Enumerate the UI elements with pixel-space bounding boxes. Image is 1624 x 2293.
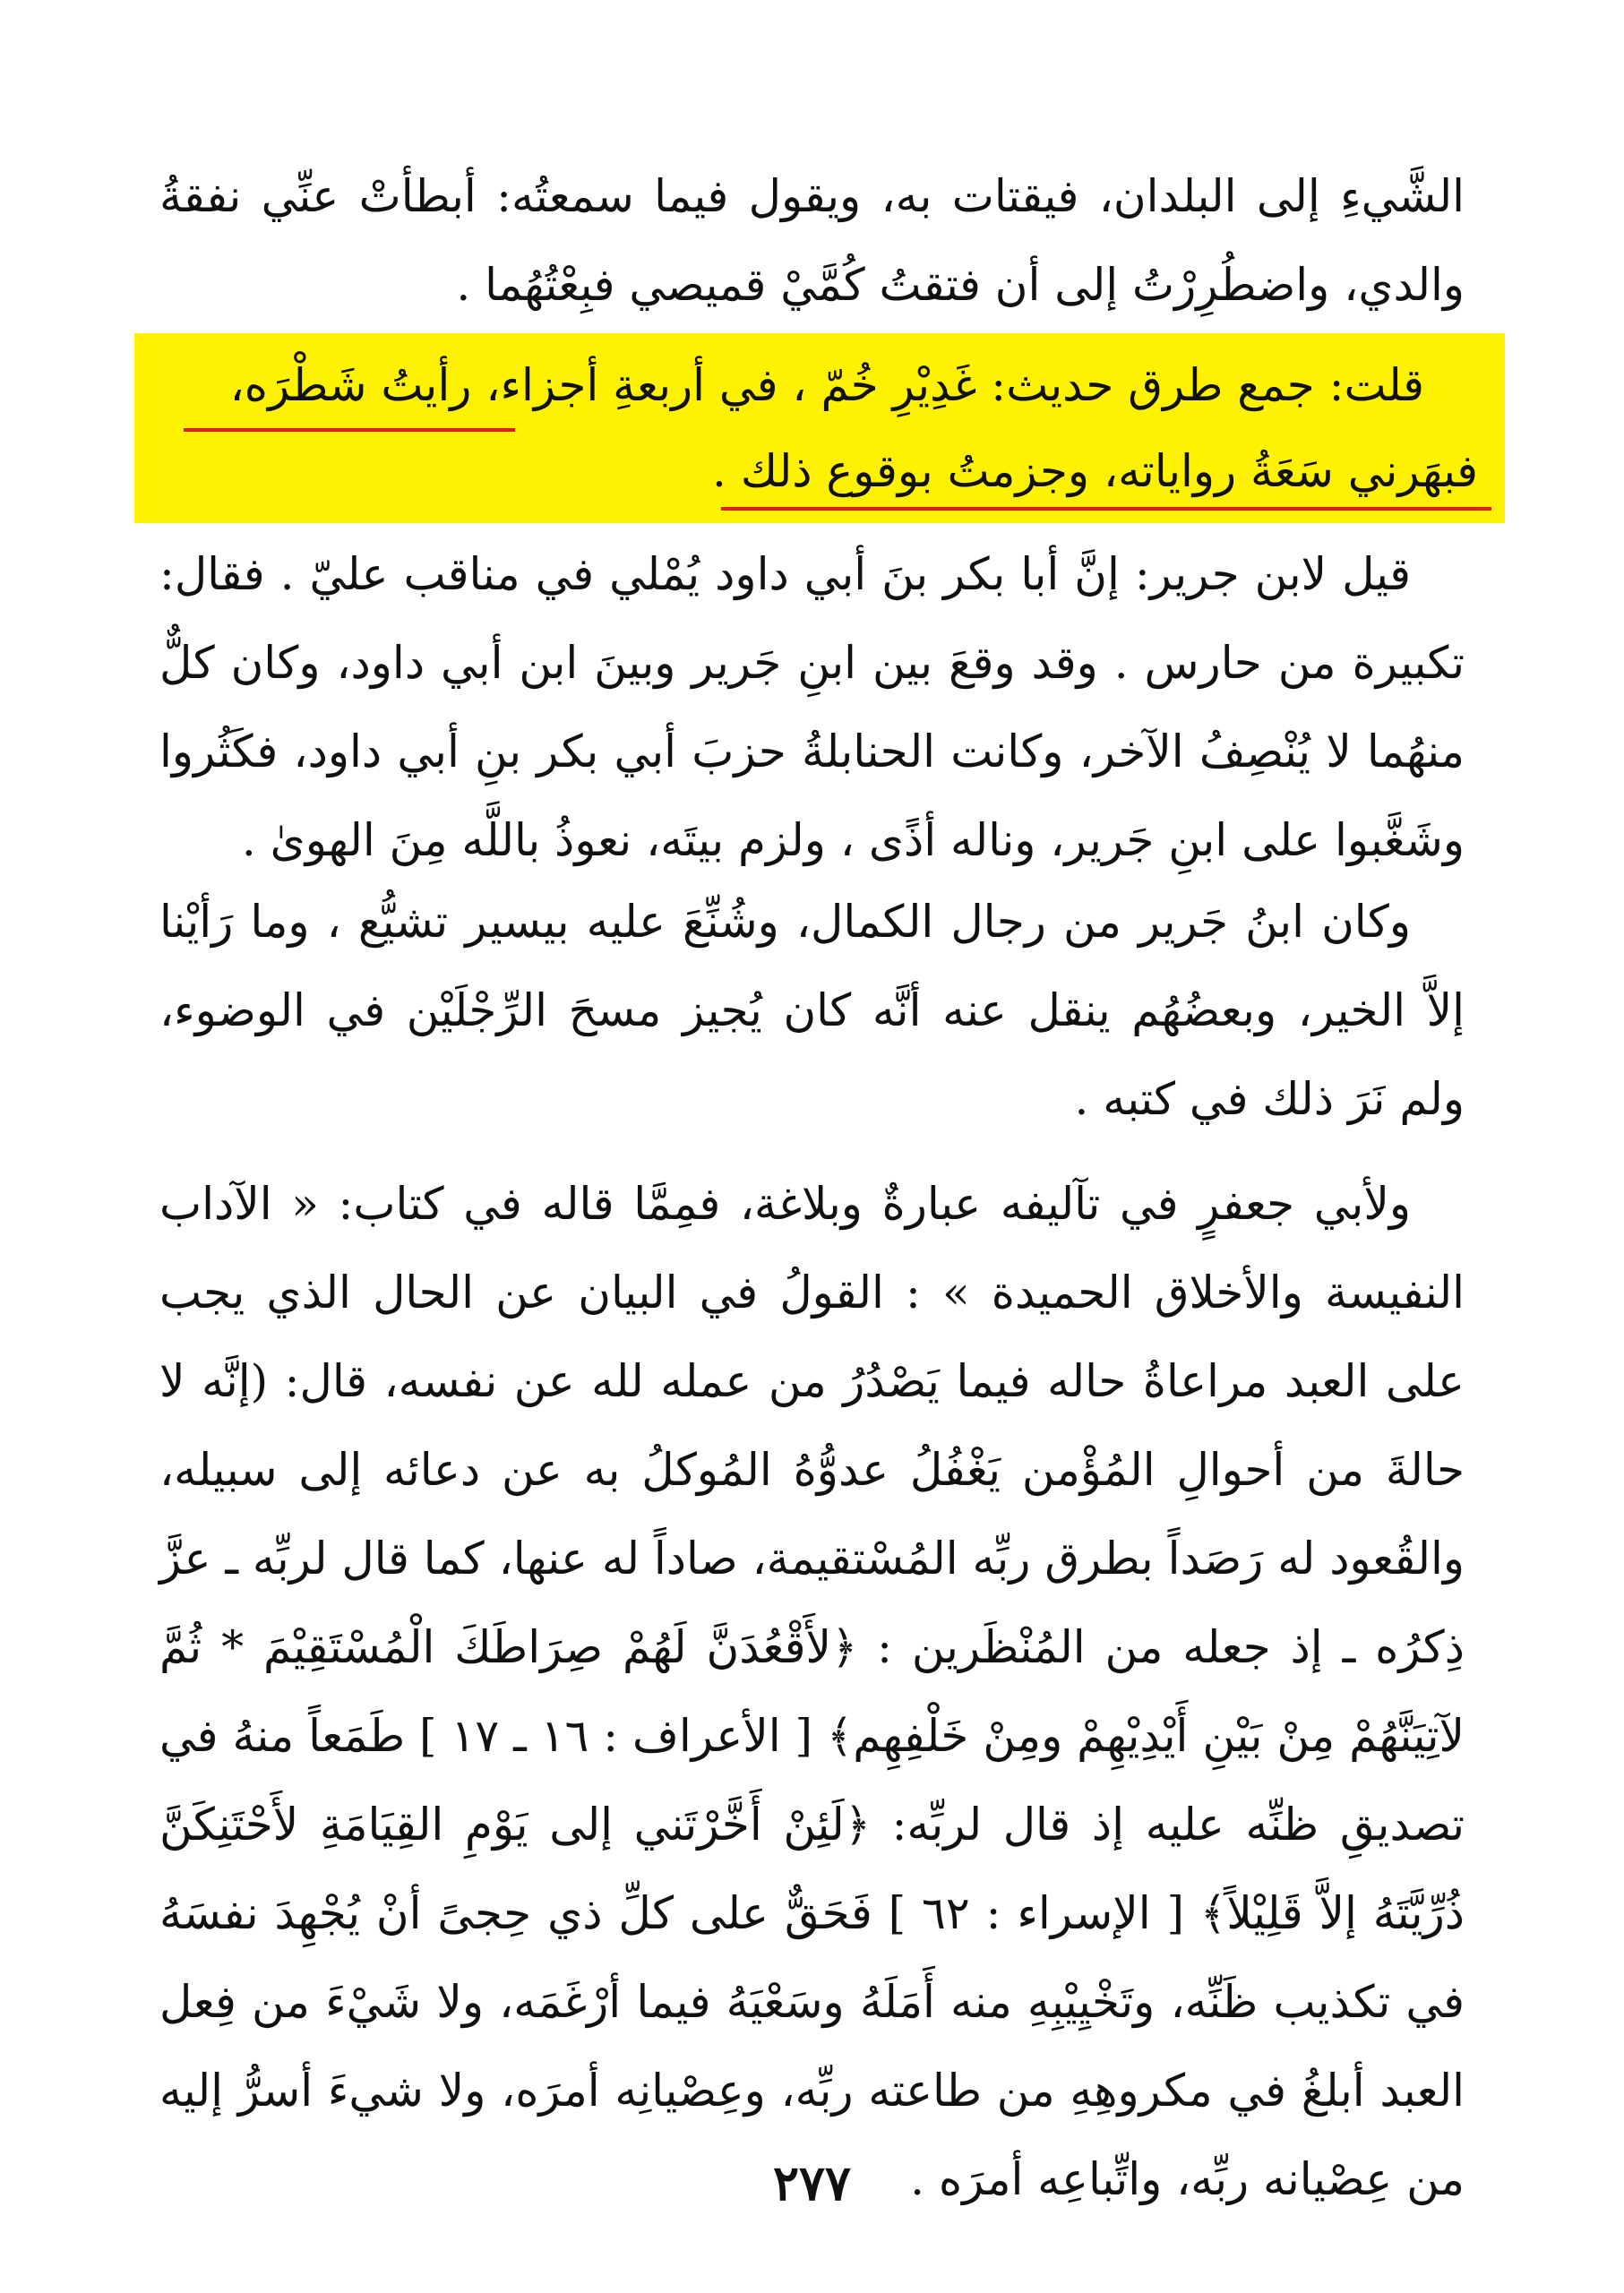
red-underline-2 [721, 507, 1491, 511]
highlight-line-1: قلت: جمع طرق حديث: غَدِيْرِ خُمّ ، في أربعةِ أجزاء، رأيتُ شَطْرَه، [229, 359, 1424, 411]
paragraph-kamal: وكان ابنُ جَرير من رجال الكمال، وشُنِّعَ عليه بيسير تشيُّع ، وما رَأيْنا إلاَّ الخير، وبعضُهُم ينقل عنه أنَّه كان يُجيز مسحَ الرِّجْلَيْن في الوضوء، ولم نَرَ ذلك في كتبه . [159, 896, 1465, 1125]
paragraph-continuation: الشَّيءِ إلى البلدان، فيقتات به، ويقول فيما سمعتُه: أبطأتْ عنِّي نفقةُ والدي، واضطُرِرْتُ إلى أن فتقتُ كُمَّيْ قميصي فبِعْتُهُما . [159, 170, 1465, 311]
paragraph-ibn-jarir: قيل لابن جرير: إنَّ أبا بكر بنَ أبي داود يُمْلي في مناقب عليّ . فقال: تكبيرة من حارس . وقد وقعَ بين ابنِ جَرير وبينَ ابن أبي داود، وكان كلٌّ منهُما لا يُنْصِفُ الآخر، وكانت الحنابلةُ حزبَ أبي بكر بنِ أبي داود، فكَثُروا وشَغَّبوا على ابنِ جَرير، وناله أذًى ، ولزم بيتَه، نعوذُ باللَّه مِنَ الهوىٰ . [159, 548, 1465, 866]
paragraph-adab: ولأبي جعفرٍ في تآليفه عبارةٌ وبلاغة، فمِمَّا قاله في كتاب: « الآداب النفيسة والأخلاق الحميدة » : القولُ في البيان عن الحال الذي يجب على العبد مراعاةُ حاله فيما يَصْدُرُ من عمله لله عن نفسه، قال: (إنَّه لا حالةَ من أحوالِ المُؤْمن يَغْفُلُ عدوُّهُ المُوكلُ به عن دعائه إلى سبيله، والقُعود له رَصَداً بطرق ربِّه المُسْتقيمة، صاداً له عنها، كما قال لربِّه ـ عزَّ ذِكرُه ـ إذ جعله من المُنْظَرين : ﴿لأَقْعُدَنَّ لَهُمْ صِرَاطَكَ الْمُسْتَقِيْمَ * ثُمَّ لآتِيَنَّهُمْ مِنْ بَيْنِ أَيْدِيْهِمْ ومِنْ خَلْفِهِم﴾ [ الأعراف : ١٦ ـ ١٧ ] طَمَعاً منهُ في تصديقِ ظنِّه عليه إذ قال لربِّه: ﴿لَئِنْ أَخَّرْتَني إلى يَوْمِ القِيَامَةِ لأَحْتَنِكَنَّ ذُرِّيَّتَهُ إلاَّ قَلِيْلاً﴾ [ الإسراء : ٦٢ ] فَحَقٌّ على كلِّ ذي حِجىً أنْ يُجْهِدَ نفسَهُ في تكذيب ظَنِّه، وتَخْيِيْبِهِ منه أَمَلَهُ وسَعْيَهُ فيما أرْغَمَه، ولا شَيْءَ من فِعل العبد أبلغُ في مكروهِهِ من طاعته ربِّه، وعِصْيانِه أمرَه، ولا شيءَ أسرُّ إليه من عِصْيانه ربِّه، واتِّباعِه أمرَه . [159, 1178, 1465, 2205]
page-number: ٢٧٧ [772, 2154, 851, 2211]
red-underline-1 [184, 428, 515, 432]
highlight-line-2: فبهَرني سَعَةُ رواياته، وجزمتُ بوقوع ذلك . [712, 445, 1478, 497]
